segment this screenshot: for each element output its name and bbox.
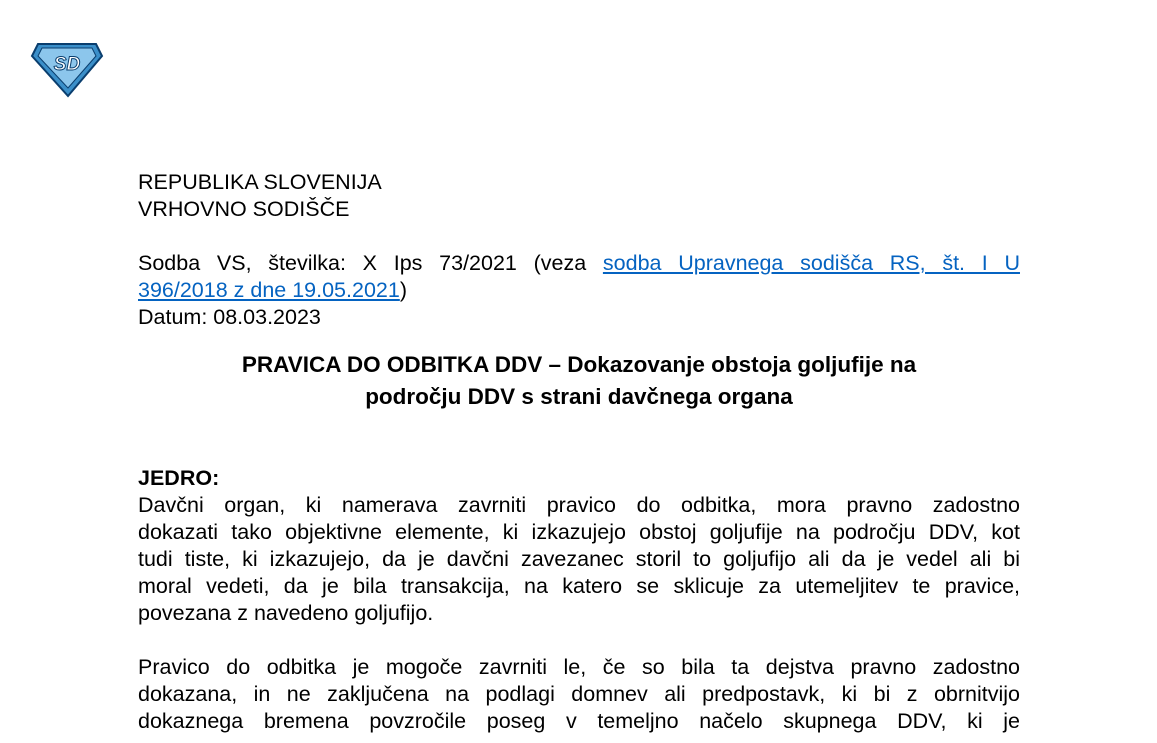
- paragraph-line: tudi tiste, ki izkazujejo, da je davčni zavezanec storil to goljufijo ali da je vedel ali bi: [138, 547, 1020, 571]
- jedro-paragraph-2: [138, 654, 1020, 735]
- date-line: Datum: 08.03.2023: [138, 305, 321, 329]
- paragraph-line: dokazati tako objektivne elemente, ki izkazujejo obstoj goljufije na področju DDV, kot: [138, 520, 1020, 544]
- paragraph-line: dokaznega bremena povzročile poseg v temeljno načelo skupnega DDV, ki je: [138, 709, 1020, 733]
- case-link-part-2[interactable]: 396/2018 z dne 19.05.2021: [138, 278, 400, 302]
- org-line-2: VRHOVNO SODIŠČE: [138, 197, 350, 221]
- jedro-paragraph-1: [138, 492, 1020, 627]
- case-prefix: Sodba VS, številka: X Ips 73/2021 (veza: [138, 251, 603, 275]
- document-page: [138, 169, 1020, 735]
- paragraph-line: moral vedeti, da je bila transakcija, na katero se sklicuje za utemeljitev te pravice,: [138, 574, 1020, 598]
- case-suffix: ): [399, 278, 407, 302]
- title-line-1: PRAVICA DO ODBITKA DDV – Dokazovanje obstoja goljufije na: [241, 352, 917, 377]
- case-link-part-1[interactable]: sodba Upravnega sodišča RS, št. I U: [602, 251, 1020, 275]
- court-logo: [30, 40, 104, 98]
- logo-text: SD: [53, 54, 81, 75]
- case-line-1: [138, 250, 1020, 277]
- paragraph-line: Pravico do odbitka je mogoče zavrniti le, če so bila ta dejstva pravno zadostno: [138, 655, 1020, 679]
- case-line-2: [138, 277, 1020, 304]
- paragraph-line: dokazana, in ne zaključena na podlagi domnev ali predpostavk, ki bi z obrnitvijo: [138, 682, 1020, 706]
- paragraph-line: povezana z navedeno goljufijo.: [138, 601, 434, 625]
- org-line-1: REPUBLIKA SLOVENIJA: [138, 170, 382, 194]
- jedro-heading: JEDRO:: [138, 466, 220, 490]
- title-line-2: področju DDV s strani davčnega organa: [365, 384, 793, 409]
- paragraph-line: Davčni organ, ki namerava zavrniti pravico do odbitka, mora pravno zadostno: [138, 493, 1020, 517]
